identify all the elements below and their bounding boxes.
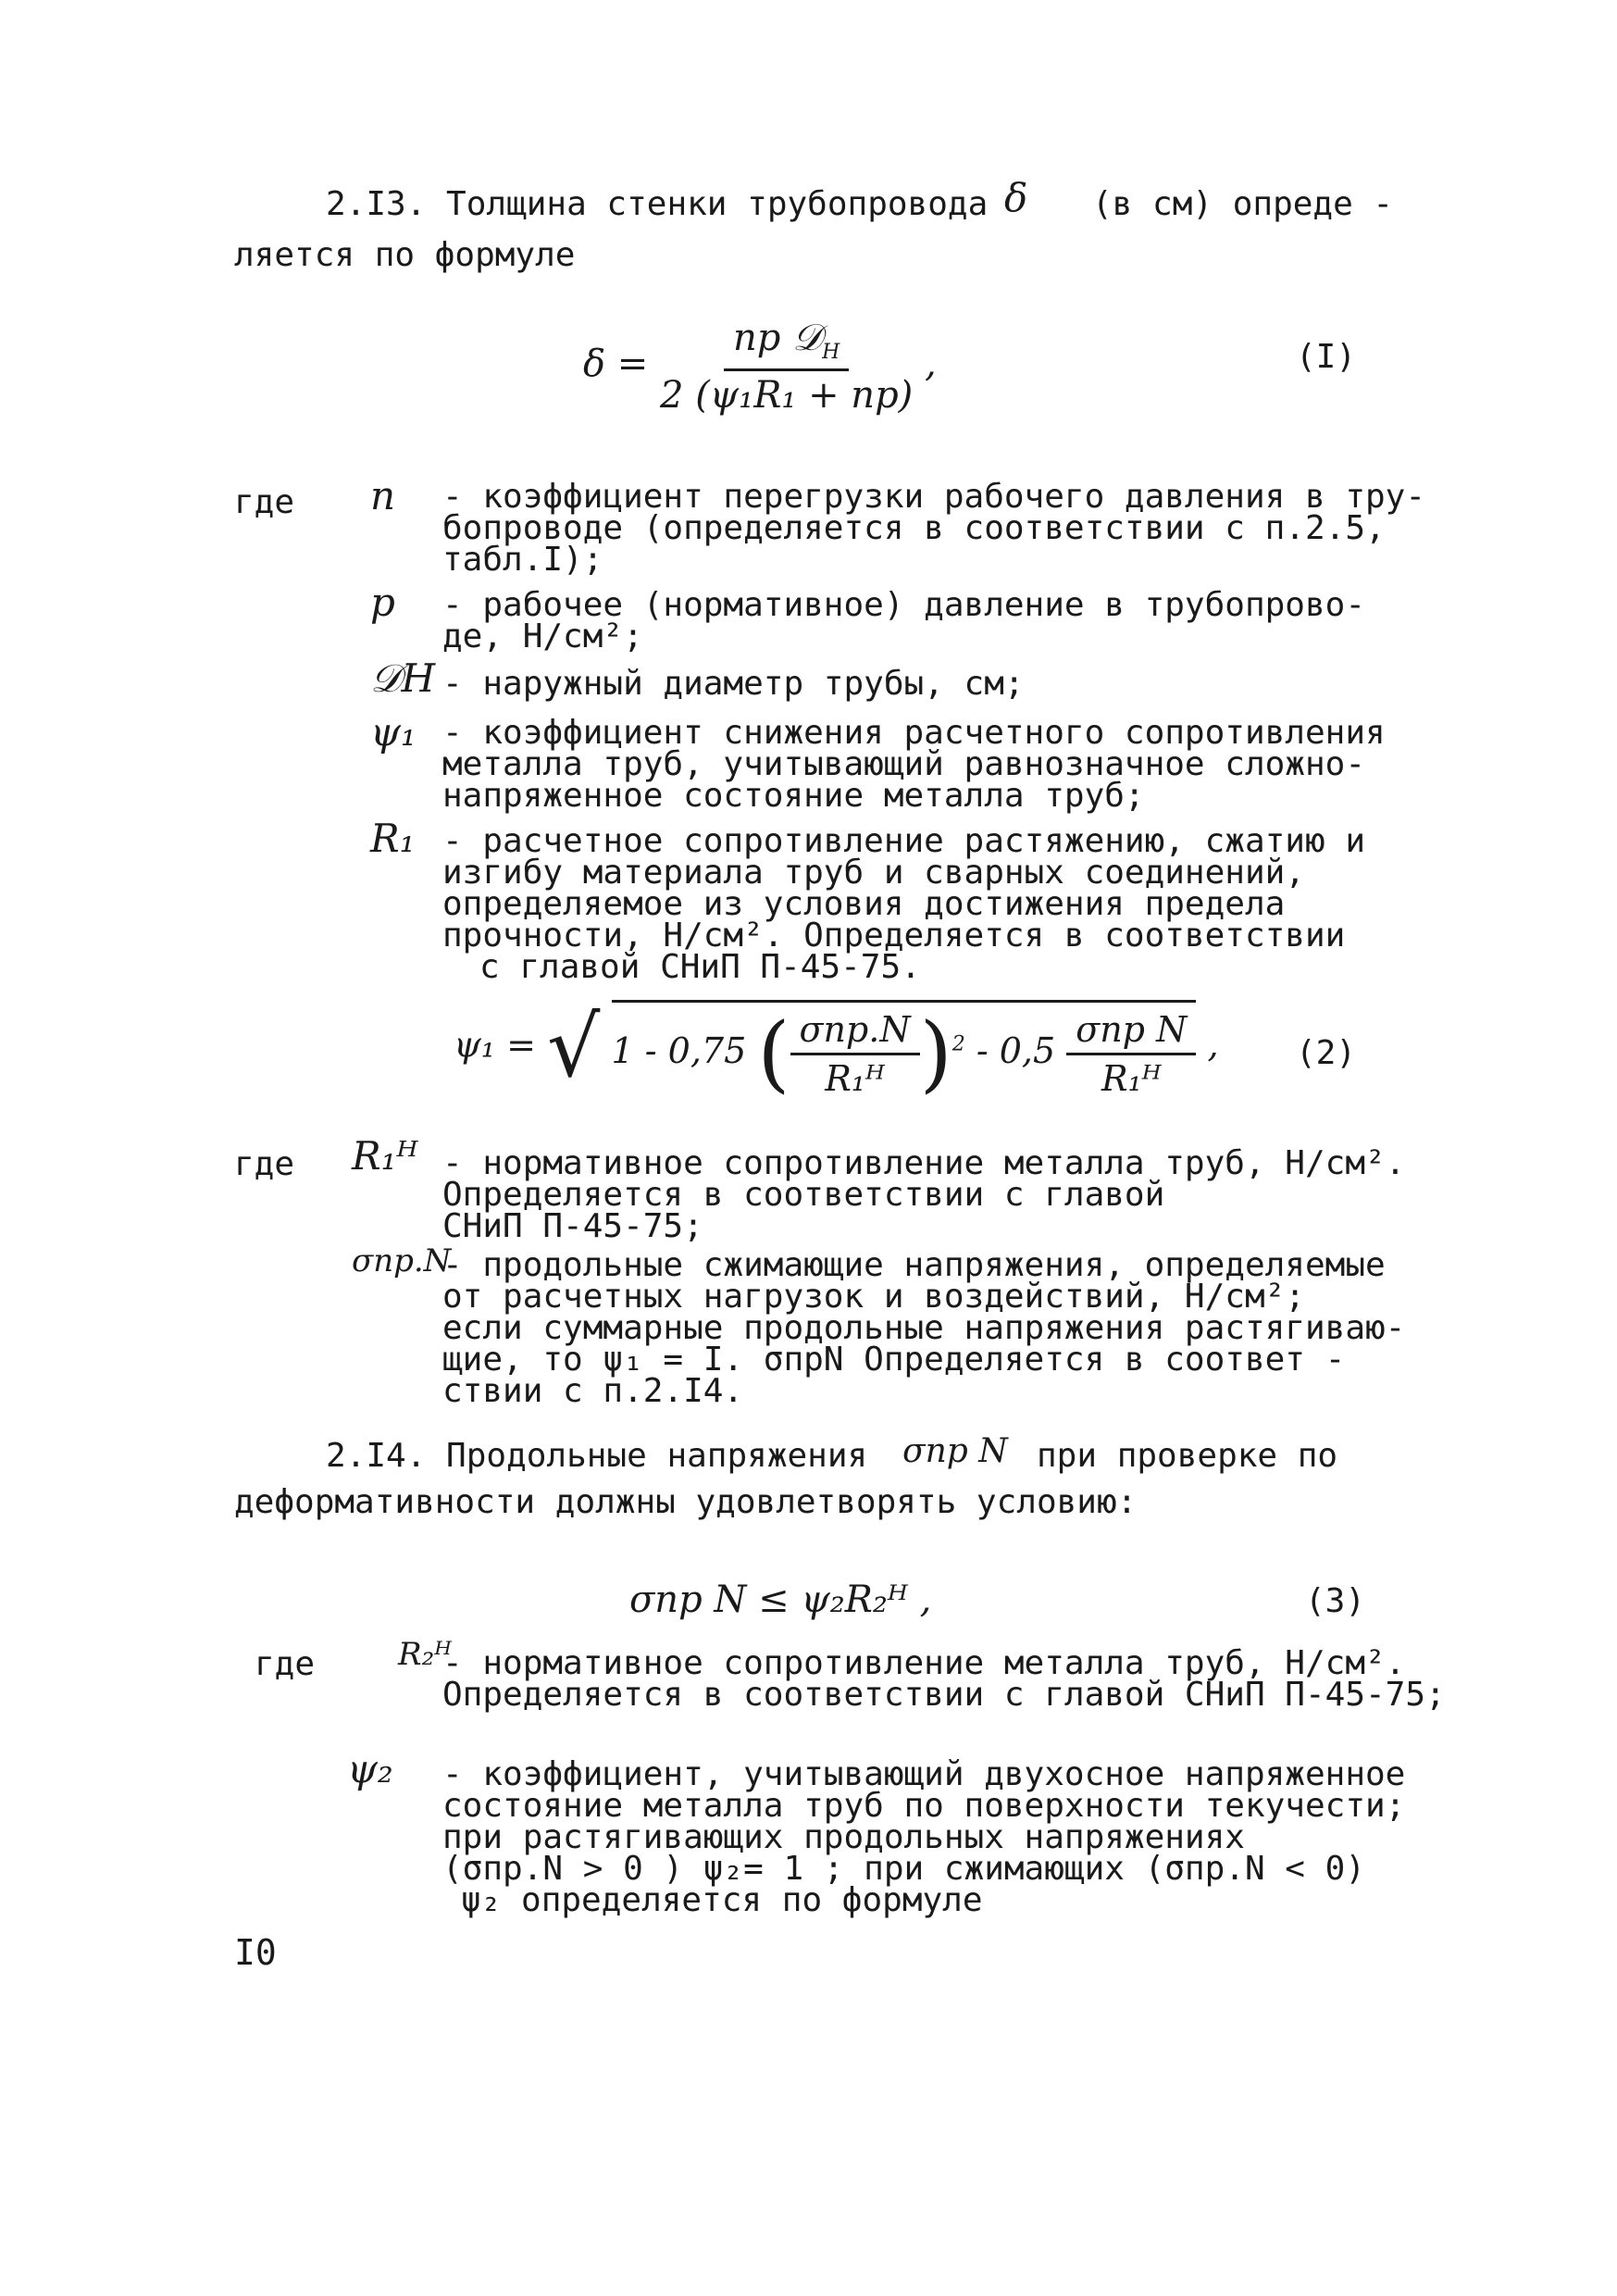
def-sigma-prn	[442, 1246, 1406, 1410]
def-p-line: - рабочее (нормативное) давление в трубопрово-	[442, 586, 1365, 624]
symbol-dh: 𝒟H	[370, 655, 436, 701]
def-r2h-line: Определяется в соответствии с главой СНиП П-45-75;	[442, 1676, 1446, 1714]
formula-2-frac2-num: σпр N	[1066, 1012, 1196, 1055]
def-psi1-line: металла труб, учитывающий равнозначное сложно-	[442, 745, 1365, 783]
def-n-line: табл.I);	[442, 541, 603, 579]
def-r1h	[442, 1144, 1406, 1245]
formula-2-power: 2	[952, 1032, 965, 1056]
section-213-line2: ляется по формуле	[234, 236, 576, 274]
def-n	[442, 478, 1426, 579]
def-r1h-line: Определяется в соответствии с главой	[442, 1176, 1165, 1214]
def-psi2-line: (σпр.N > 0 ) ψ₂= 1 ; при сжимающих (σпр.N < 0)	[442, 1850, 1365, 1888]
formula-1-fraction	[660, 317, 914, 417]
def-psi2-line: - коэффициент, учитывающий двухосное напряженное	[442, 1755, 1406, 1793]
formula-2-frac2-den: R₁ᴴ	[1101, 1058, 1162, 1099]
def-dh	[442, 665, 1025, 703]
formula-2	[454, 999, 1219, 1103]
symbol-p: p	[370, 580, 395, 625]
formula-2-comma: ,	[1207, 1024, 1219, 1066]
def-sigma-line: ствии с п.2.I4.	[442, 1372, 744, 1410]
def-psi1-line: напряженное состояние металла труб;	[442, 777, 1145, 815]
section-214-b: при проверке по	[1037, 1437, 1338, 1475]
symbol-sigma-prn: σпр.N	[352, 1242, 452, 1279]
where-label-2: где	[234, 1145, 295, 1183]
def-p	[442, 586, 1365, 655]
def-r1	[442, 822, 1365, 986]
section-213-text: 2.I3. Толщина стенки трубопровода	[326, 185, 989, 223]
formula-1-denominator: 2 (ψ₁R₁ + np)	[660, 374, 914, 417]
formula-2-frac2	[1066, 1009, 1196, 1099]
sqrt-radicand	[611, 1000, 1197, 1103]
formula-2-minus: - 0,5	[976, 1030, 1056, 1071]
def-p-line: де, Н/см²;	[442, 618, 643, 655]
def-sigma-line: если суммарные продольные напряжения растягиваю-	[442, 1309, 1406, 1347]
formula-2-frac1	[790, 1009, 920, 1099]
symbol-psi1: ψ₁	[370, 709, 417, 755]
def-dh-line: - наружный диаметр трубы, см;	[442, 665, 1025, 703]
symbol-n: n	[370, 473, 396, 518]
formula-1-lhs: δ =	[583, 343, 649, 385]
def-sigma-line: от расчетных нагрузок и воздействий, Н/см²;	[442, 1278, 1305, 1316]
def-sigma-line: - продольные сжимающие напряжения, определяемые	[442, 1246, 1386, 1284]
section-213-tail: (в см) опреде -	[1092, 185, 1394, 223]
def-psi2-line: ψ₂ определяется по формуле	[461, 1881, 983, 1919]
def-r1-line: с главой СНиП П-45-75.	[479, 948, 921, 986]
formula-2-frac1-den: R₁ᴴ	[825, 1058, 885, 1099]
def-psi1	[442, 714, 1386, 815]
def-n-line: бопроводе (определяется в соответствии с п.2.5,	[442, 509, 1386, 547]
symbol-r1h: R₁ᴴ	[352, 1133, 418, 1179]
def-r1h-line: - нормативное сопротивление металла труб, Н/см².	[442, 1144, 1406, 1182]
where-label-3: где	[255, 1645, 316, 1683]
formula-3: σпр N ≤ ψ₂R₂ᴴ ,	[629, 1578, 932, 1621]
delta-symbol: δ	[1004, 175, 1028, 220]
section-214-line2: деформативности должны удовлетворять условию:	[234, 1483, 1138, 1521]
def-r2h-line: - нормативное сопротивление металла труб, Н/см².	[442, 1644, 1406, 1682]
section-213-line1	[326, 185, 989, 223]
def-r1-line: прочности, Н/см². Определяется в соответствии	[442, 917, 1346, 955]
formula-2-frac1-num: σпр.N	[790, 1012, 920, 1055]
def-psi2	[442, 1755, 1406, 1919]
def-r1-line: изгибу материала труб и сварных соединений,	[442, 854, 1305, 892]
def-psi2-line: при растягивающих продольных напряжениях	[442, 1818, 1245, 1856]
section-214-a: 2.I4. Продольные напряжения	[326, 1437, 868, 1475]
paren-close: )	[919, 1004, 952, 1103]
formula-1-numerator-sub: H	[822, 341, 840, 364]
symbol-r1: R₁	[370, 816, 416, 861]
paren-open: (	[757, 1004, 790, 1103]
def-sigma-line: щие, то ψ₁ = I. σпрN Определяется в соответ -	[442, 1341, 1346, 1379]
def-r1h-line: СНиП П-45-75;	[442, 1207, 703, 1245]
def-psi2-line: состояние металла труб по поверхности текучести;	[442, 1787, 1406, 1825]
def-n-line: - коэффициент перегрузки рабочего давления в тру-	[442, 478, 1426, 516]
formula-2-lhs: ψ₁ =	[454, 1024, 536, 1066]
formula-2-inner: 1 - 0,75	[611, 1030, 747, 1071]
symbol-r2h: R₂ᴴ	[398, 1636, 452, 1673]
formula-1	[583, 317, 937, 417]
def-r1-line: определяемое из условия достижения предела	[442, 885, 1286, 923]
def-psi1-line: - коэффициент снижения расчетного сопротивления	[442, 714, 1386, 752]
section-214-sigma: σпр N	[902, 1432, 1008, 1470]
formula-3-number: (3)	[1305, 1582, 1366, 1620]
sqrt-sign: √	[547, 999, 601, 1096]
where-label-1: где	[234, 483, 295, 521]
formula-2-number: (2)	[1296, 1034, 1357, 1072]
symbol-psi2: ψ₂	[347, 1746, 393, 1791]
formula-1-number: (I)	[1296, 338, 1357, 376]
formula-1-numerator: np 𝒟	[733, 317, 823, 359]
page-number: I0	[234, 1932, 277, 1973]
def-r2h	[442, 1644, 1446, 1714]
def-r1-line: - расчетное сопротивление растяжению, сжатию и	[442, 822, 1365, 860]
formula-1-comma: ,	[925, 343, 937, 385]
